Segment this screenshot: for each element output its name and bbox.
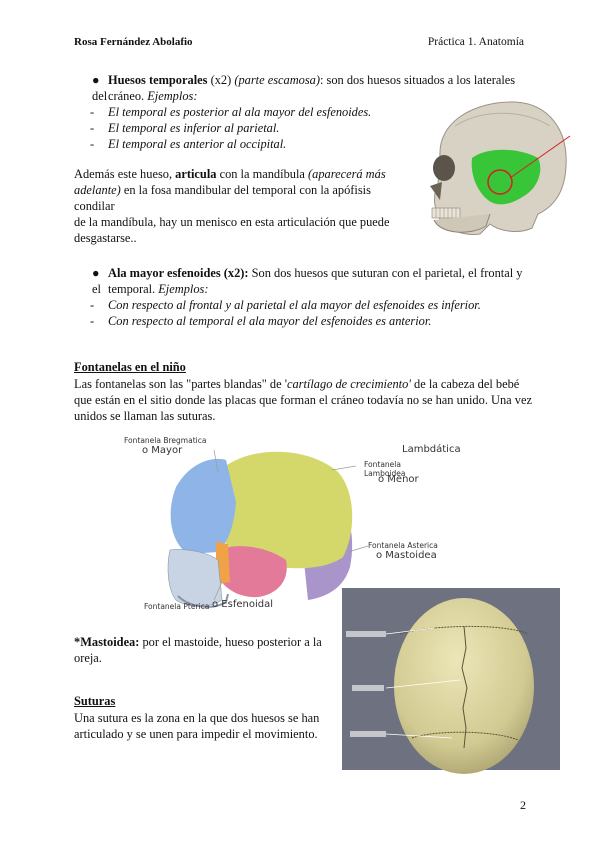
temporal-paragraph bbox=[74, 166, 414, 246]
para-text: Las fontanelas son las "partes blandas" de ' bbox=[74, 377, 287, 391]
temporal-skull-image bbox=[420, 96, 570, 238]
skull-top-view-image bbox=[342, 588, 560, 770]
example-text: El temporal es inferior al parietal. bbox=[108, 121, 280, 135]
ala-example-2: - Con respecto al temporal el ala mayor del esfenoides es anterior. bbox=[90, 314, 432, 328]
bullet-dot: ● bbox=[92, 266, 100, 280]
label-asterica-big: o Mastoidea bbox=[376, 550, 437, 561]
label-pterica-small: Fontanela Pterica bbox=[144, 602, 210, 611]
skull-top-view-svg bbox=[342, 588, 560, 770]
para-text: de la cabeza del bebé bbox=[410, 377, 520, 391]
temporal-italic: (parte escamosa) bbox=[234, 73, 320, 87]
suturas-heading: Suturas bbox=[74, 694, 116, 708]
ala-plain: Son dos huesos que suturan con el parietal, el frontal y el bbox=[92, 266, 523, 296]
label-bregmatica-small: Fontanela Bregmatica bbox=[124, 436, 207, 445]
para-text: articulado y se unen para impedir el movimiento. bbox=[74, 727, 318, 741]
para-text: por el mastoide, hueso posterior a la bbox=[139, 635, 322, 649]
temporal-line2-italic: Ejemplos: bbox=[147, 89, 198, 103]
temporal-skull-svg bbox=[420, 96, 570, 238]
para-italic: (aparecerá más bbox=[308, 167, 386, 181]
example-text: El temporal es anterior al occipital. bbox=[108, 137, 287, 151]
temporal-example-3: - El temporal es anterior al occipital. bbox=[90, 137, 287, 151]
mastoidea-bold: *Mastoidea: bbox=[74, 635, 140, 649]
temporal-line2-plain: cráneo. bbox=[108, 89, 148, 103]
para-text: Además este hueso, bbox=[74, 167, 176, 181]
example-text: Con respecto al frontal y al parietal el ala mayor del esfenoides es inferior. bbox=[108, 298, 481, 312]
temporal-example-2: - El temporal es inferior al parietal. bbox=[90, 121, 280, 135]
temporal-example-1: - El temporal es posterior al ala mayor del esfenoides. bbox=[90, 105, 372, 119]
label-asterica-small: Fontanela Asterica bbox=[368, 541, 438, 550]
fetal-skull-figure bbox=[118, 432, 461, 614]
para-text: unidos se llaman las suturas. bbox=[74, 409, 216, 423]
temporal-bold: Huesos temporales bbox=[108, 73, 208, 87]
ala-example-1: - Con respecto al frontal y al parietal el ala mayor del esfenoides es inferior. bbox=[90, 298, 481, 312]
temporal-line2 bbox=[108, 88, 197, 104]
example-text: El temporal es posterior al ala mayor del esfenoides. bbox=[108, 105, 372, 119]
label-bregmatica-big: o Mayor bbox=[142, 445, 183, 456]
bullet-dot: ● bbox=[92, 73, 100, 87]
para-italic: cartílago de crecimiento' bbox=[286, 377, 411, 391]
label-pterica-big: o Esfenoidal bbox=[212, 599, 273, 610]
ala-line2-italic: Ejemplos: bbox=[158, 282, 209, 296]
para-text: con la mandíbula bbox=[216, 167, 308, 181]
label-lambdoidea-small: Fontanela Lamboidea bbox=[364, 460, 406, 478]
label-lambdoidea-big: o Menor bbox=[378, 474, 419, 485]
temporal-plain2: : son dos huesos situados a los laterales del bbox=[92, 73, 516, 103]
mastoidea-note bbox=[74, 634, 334, 666]
temporal-plain1: (x2) bbox=[207, 73, 235, 87]
para-text: que están en el sitio donde las placas que forman el cráneo todavía no se han unido. Una vez bbox=[74, 393, 532, 407]
para-bold: articula bbox=[175, 167, 217, 181]
ala-line2 bbox=[108, 281, 208, 297]
fontanelas-heading: Fontanelas en el niño bbox=[74, 360, 186, 374]
label-lambdatica-title: Lambdática bbox=[402, 444, 461, 455]
para-text: Una sutura es la zona en la que dos huesos se han bbox=[74, 711, 320, 725]
page-number: 2 bbox=[520, 798, 526, 812]
header-author: Rosa Fernández Abolafio bbox=[74, 36, 193, 48]
fontanelas-paragraph bbox=[74, 376, 534, 424]
para-text: oreja. bbox=[74, 651, 102, 665]
suturas-paragraph bbox=[74, 710, 334, 742]
example-text: Con respecto al temporal el ala mayor del esfenoides es anterior. bbox=[108, 314, 432, 328]
para-text: de la mandíbula, hay un menisco en esta articulación que puede bbox=[74, 215, 390, 229]
ala-line2-plain: temporal. bbox=[108, 282, 159, 296]
para-text: en la fosa mandibular del temporal con la apófisis condilar bbox=[74, 183, 371, 213]
ala-bold: Ala mayor esfenoides (x2): bbox=[108, 266, 249, 280]
para-text: desgastarse.. bbox=[74, 231, 137, 245]
para-italic: adelante) bbox=[74, 183, 121, 197]
header-practice: Práctica 1. Anatomía bbox=[427, 36, 524, 48]
